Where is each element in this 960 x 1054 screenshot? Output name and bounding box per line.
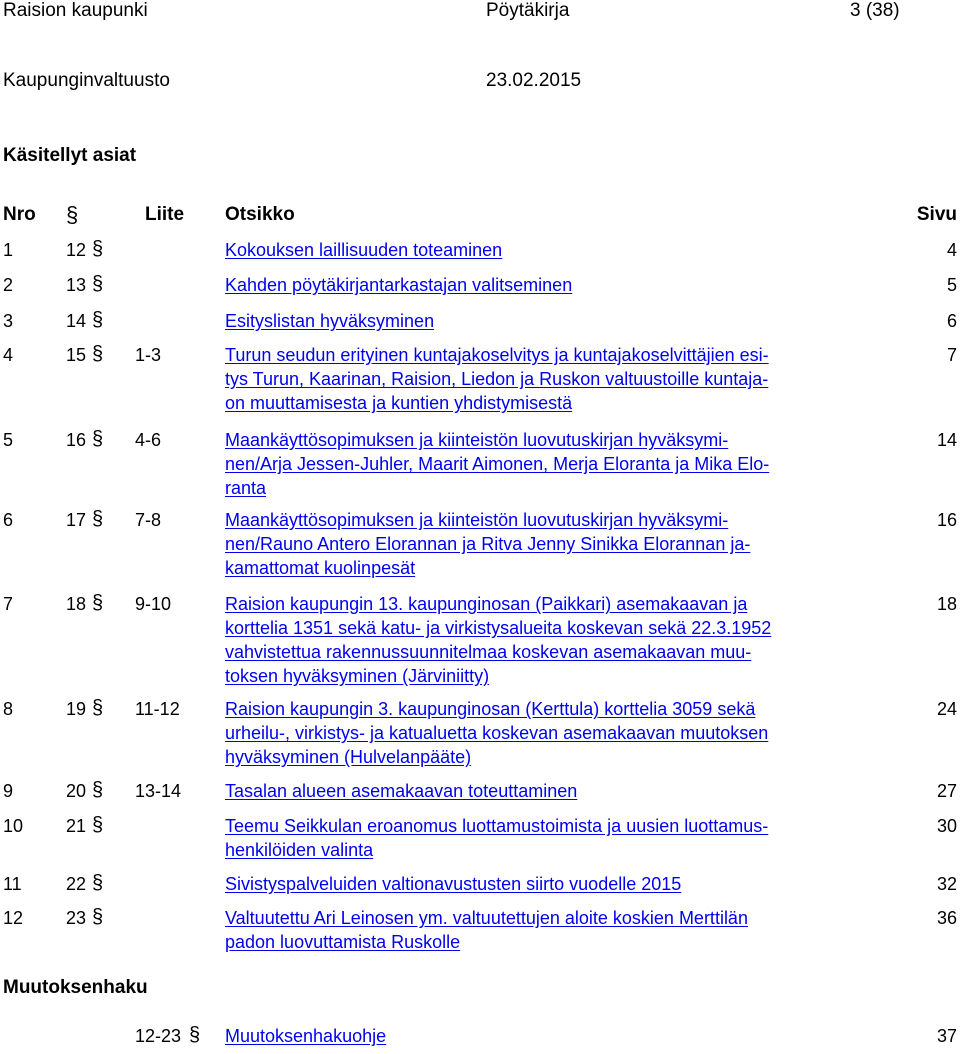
section-sign-icon: §	[92, 238, 104, 260]
paragraph-number: 18	[66, 594, 87, 614]
item-page-number: 16	[936, 510, 957, 530]
paragraph-number: 23	[66, 908, 87, 928]
section-sign-icon: §	[92, 592, 104, 614]
page-number: 3 (38)	[850, 0, 900, 21]
paragraph-number: 12	[66, 240, 87, 260]
item-number: 7	[3, 594, 14, 614]
item-title-line[interactable]: nen/Rauno Antero Elorannan ja Ritva Jenny Sinikka Elorannan ja-	[225, 534, 751, 554]
item-page-number: 7	[946, 345, 957, 365]
item-number: 6	[3, 510, 14, 530]
item-title-link[interactable]	[225, 238, 855, 262]
item-page-number: 5	[946, 275, 957, 295]
item-number: 8	[3, 699, 14, 719]
appeal-link[interactable]	[225, 1024, 855, 1048]
meeting-body: Kaupunginvaltuusto	[3, 70, 170, 91]
item-page-number: 24	[936, 699, 957, 719]
item-title-line[interactable]: Esityslistan hyväksyminen	[225, 311, 435, 331]
item-title-line[interactable]: Maankäyttösopimuksen ja kiinteistön luovutuskirjan hyväksymi-	[225, 430, 729, 450]
paragraph-number: 20	[66, 781, 87, 801]
paragraph-number: 17	[66, 510, 87, 530]
paragraph-number: 16	[66, 430, 87, 450]
meeting-date: 23.02.2015	[486, 70, 582, 91]
item-number: 9	[3, 781, 14, 801]
document-type: Pöytäkirja	[486, 0, 570, 21]
appeal-liite: 12-23	[135, 1026, 182, 1046]
appeal-title: Muutoksenhaku	[3, 977, 148, 998]
column-header-paragraph: §	[66, 202, 79, 227]
item-title-link[interactable]	[225, 592, 855, 688]
item-title-link[interactable]	[225, 906, 855, 954]
item-number: 1	[3, 240, 14, 260]
attachment-numbers: 13-14	[135, 781, 182, 801]
item-number: 2	[3, 275, 14, 295]
item-page-number: 27	[936, 781, 957, 801]
item-title-line[interactable]: on muuttamisesta ja kuntien yhdistymisestä	[225, 393, 573, 413]
appeal-link-text[interactable]: Muutoksenhakuohje	[225, 1026, 387, 1046]
item-title-link[interactable]	[225, 428, 855, 500]
item-page-number: 18	[936, 594, 957, 614]
section-sign-icon: §	[92, 697, 104, 719]
paragraph-number: 21	[66, 816, 87, 836]
item-page-number: 30	[936, 816, 957, 836]
item-title-line[interactable]: tys Turun, Kaarinan, Raision, Liedon ja Ruskon valtuustoille kuntaja-	[225, 369, 769, 389]
section-sign-icon: §	[92, 273, 104, 295]
section-sign-icon: §	[92, 428, 104, 450]
column-header-sivu: Sivu	[916, 204, 957, 225]
item-title-line[interactable]: Tasalan alueen asemakaavan toteuttaminen	[225, 781, 578, 801]
item-title-line[interactable]: Teemu Seikkulan eroanomus luottamustoimista ja uusien luottamus-	[225, 816, 769, 836]
item-title-line[interactable]: Turun seudun erityinen kuntajakoselvitys ja kuntajakoselvittäjien esi-	[225, 345, 769, 365]
item-title-link[interactable]	[225, 814, 855, 862]
item-title-link[interactable]	[225, 508, 855, 580]
item-title-line[interactable]: nen/Arja Jessen-Juhler, Maarit Aimonen, Merja Eloranta ja Mika Elo-	[225, 454, 770, 474]
item-title-link[interactable]	[225, 309, 855, 333]
item-title-line[interactable]: Valtuutettu Ari Leinosen ym. valtuutettujen aloite koskien Merttilän	[225, 908, 748, 928]
paragraph-number: 22	[66, 874, 87, 894]
item-title-line[interactable]: hyväksyminen (Hulvelanpääte)	[225, 747, 472, 767]
organization-name: Raision kaupunki	[3, 0, 148, 21]
item-title-link[interactable]	[225, 273, 855, 297]
column-header-otsikko: Otsikko	[225, 204, 295, 225]
item-title-line[interactable]: urheilu-, virkistys- ja katualuetta koskevan asemakaavan muutoksen	[225, 723, 769, 743]
item-page-number: 14	[936, 430, 957, 450]
section-sign-icon: §	[189, 1024, 201, 1046]
item-number: 11	[3, 874, 22, 894]
item-number: 4	[3, 345, 14, 365]
item-title-line[interactable]: Raision kaupungin 3. kaupunginosan (Kerttula) korttelia 3059 sekä	[225, 699, 756, 719]
paragraph-number: 14	[66, 311, 87, 331]
item-page-number: 36	[936, 908, 957, 928]
section-sign-icon: §	[92, 779, 104, 801]
column-header-nro: Nro	[3, 204, 36, 225]
attachment-numbers: 4-6	[135, 430, 162, 450]
section-sign-icon: §	[92, 906, 104, 928]
item-page-number: 6	[946, 311, 957, 331]
section-sign-icon: §	[92, 814, 104, 836]
paragraph-number: 19	[66, 699, 87, 719]
section-sign-icon: §	[92, 309, 104, 331]
item-number: 10	[3, 816, 24, 836]
item-number: 3	[3, 311, 14, 331]
paragraph-number: 15	[66, 345, 87, 365]
attachment-numbers: 7-8	[135, 510, 162, 530]
item-title-link[interactable]	[225, 872, 855, 896]
paragraph-number: 13	[66, 275, 87, 295]
item-title-line[interactable]: henkilöiden valinta	[225, 840, 374, 860]
item-page-number: 4	[946, 240, 957, 260]
item-title-line[interactable]: Maankäyttösopimuksen ja kiinteistön luovutuskirjan hyväksymi-	[225, 510, 729, 530]
item-page-number: 32	[936, 874, 957, 894]
attachment-numbers: 9-10	[135, 594, 172, 614]
item-title-link[interactable]	[225, 697, 855, 769]
item-title-line[interactable]: padon luovuttamista Ruskolle	[225, 932, 461, 952]
column-header-liite: Liite	[145, 204, 185, 225]
item-title-line[interactable]: Kahden pöytäkirjantarkastajan valitseminen	[225, 275, 573, 295]
item-title-line[interactable]: ranta	[225, 478, 267, 498]
item-title-line[interactable]: Raision kaupungin 13. kaupunginosan (Paikkari) asemakaavan ja	[225, 594, 748, 614]
attachment-numbers: 11-12	[135, 699, 180, 719]
item-number: 12	[3, 908, 24, 928]
item-title-link[interactable]	[225, 343, 855, 415]
attachment-numbers: 1-3	[135, 345, 162, 365]
section-title: Käsitellyt asiat	[3, 145, 137, 166]
item-title-link[interactable]	[225, 779, 855, 803]
appeal-page: 37	[936, 1026, 957, 1046]
section-sign-icon: §	[92, 508, 104, 530]
item-title-line[interactable]: vahvistettua rakennussuunnitelmaa koskevan asemakaavan muu-	[225, 642, 752, 662]
item-number: 5	[3, 430, 14, 450]
section-sign-icon: §	[92, 343, 104, 365]
item-title-line[interactable]: Kokouksen laillisuuden toteaminen	[225, 240, 503, 260]
section-sign-icon: §	[92, 872, 104, 894]
item-title-line[interactable]: korttelia 1351 sekä katu- ja virkistysalueita koskevan sekä 22.3.1952	[225, 618, 772, 638]
item-title-line[interactable]: toksen hyväksyminen (Järviniitty)	[225, 666, 490, 686]
item-title-line[interactable]: kamattomat kuolinpesät	[225, 558, 416, 578]
item-title-line[interactable]: Sivistyspalveluiden valtionavustusten siirto vuodelle 2015	[225, 874, 682, 894]
